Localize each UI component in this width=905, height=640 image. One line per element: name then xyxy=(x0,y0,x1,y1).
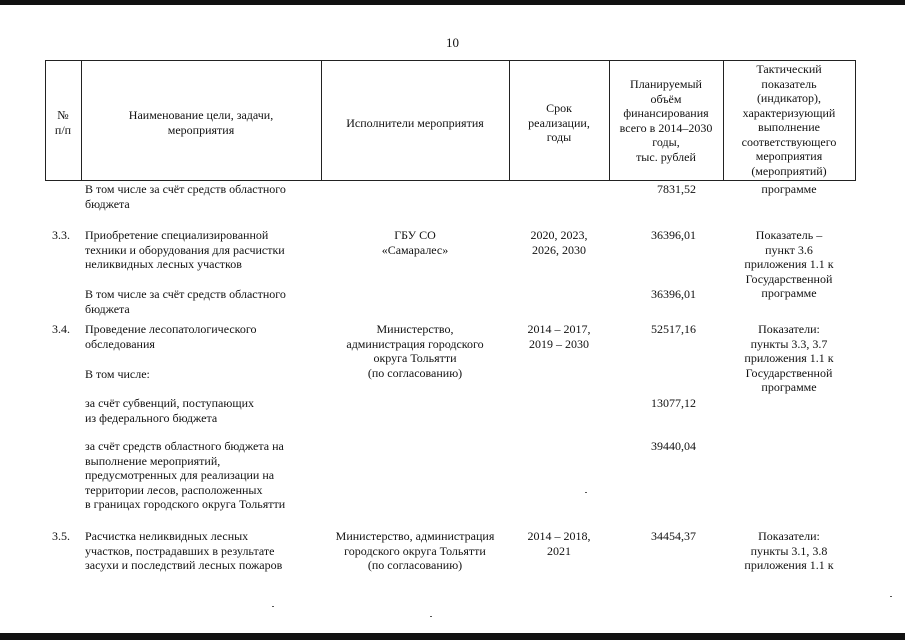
row-0-funding: 7831,52 xyxy=(657,182,696,196)
row-3-executors: Министерство, администрация городского округа Тольятти (по согласованию) xyxy=(346,322,484,380)
row-6-funding: 39440,04 xyxy=(651,439,696,453)
row-3-name: Проведение лесопатологического обследования xyxy=(85,322,257,351)
row-3-num: 3.4. xyxy=(52,322,70,336)
row-7-num: 3.5. xyxy=(52,529,70,543)
scan-speck xyxy=(430,616,432,617)
row-2-funding: 36396,01 xyxy=(651,287,696,301)
row-1-term: 2020, 2023, 2026, 2030 xyxy=(530,228,588,257)
scan-speck xyxy=(890,596,892,597)
row-7-indicator: Показатели: пункты 3.1, 3.8 приложения 1.1 к xyxy=(744,529,834,572)
row-7-executors: Министерство, администрация городского округа Тольятти (по согласованию) xyxy=(335,529,495,572)
page-number: 10 xyxy=(446,35,459,50)
row-7-name: Расчистка неликвидных лесных участков, пострадавших в результате засухи и последствий лесных пожаров xyxy=(85,529,283,572)
header-name: Наименование цели, задачи, мероприятия xyxy=(128,108,274,137)
row-7-funding: 34454,37 xyxy=(651,529,696,543)
row-3-indicator: Показатели: пункты 3.3, 3.7 приложения 1.1 к Государственной программе xyxy=(744,322,834,394)
row-3-funding: 52517,16 xyxy=(651,322,696,336)
row-2-name: В том числе за счёт средств областного бюджета xyxy=(85,287,286,316)
row-6-name: за счёт средств областного бюджета на выполнение мероприятий, предусмотренных для реализации на территории лесов, расположенных в границах городского округа Тольятти xyxy=(85,439,286,511)
row-4-name: В том числе: xyxy=(85,367,150,381)
row-1-num: 3.3. xyxy=(52,228,70,242)
row-1-executors: ГБУ СО «Самаралес» xyxy=(381,228,449,257)
header-num: № п/п xyxy=(54,108,72,137)
table-header-border xyxy=(45,180,856,181)
table-top-border xyxy=(45,60,856,61)
row-1-funding: 36396,01 xyxy=(651,228,696,242)
row-3-term: 2014 – 2017, 2019 – 2030 xyxy=(527,322,591,351)
row-1-indicator: Показатель – пункт 3.6 приложения 1.1 к Государственной программе xyxy=(744,228,834,300)
header-term: Срок реализации, годы xyxy=(528,101,590,144)
header-indicator: Тактический показатель (индикатор), характеризующий выполнение соответствующего мероприятия (мероприятий) xyxy=(741,62,837,178)
scan-speck xyxy=(272,606,274,607)
header-executors: Исполнители мероприятия xyxy=(346,116,484,130)
row-5-funding: 13077,12 xyxy=(651,396,696,410)
row-0-indicator: программе xyxy=(761,182,817,196)
scan-bottom-border xyxy=(0,633,905,640)
row-1-name: Приобретение специализированной техники и оборудования для расчистки неликвидных лесных участков xyxy=(85,228,285,271)
scan-speck xyxy=(585,492,587,493)
scan-top-border xyxy=(0,0,905,5)
row-7-term: 2014 – 2018, 2021 xyxy=(527,529,591,558)
table-right-border xyxy=(855,60,856,180)
row-5-name: за счёт субвенций, поступающих из федерального бюджета xyxy=(85,396,254,425)
header-funding: Планируемый объём финансирования всего в 2014–2030 годы, тыс. рублей xyxy=(619,77,713,164)
row-0-name: В том числе за счёт средств областного бюджета xyxy=(85,182,286,211)
